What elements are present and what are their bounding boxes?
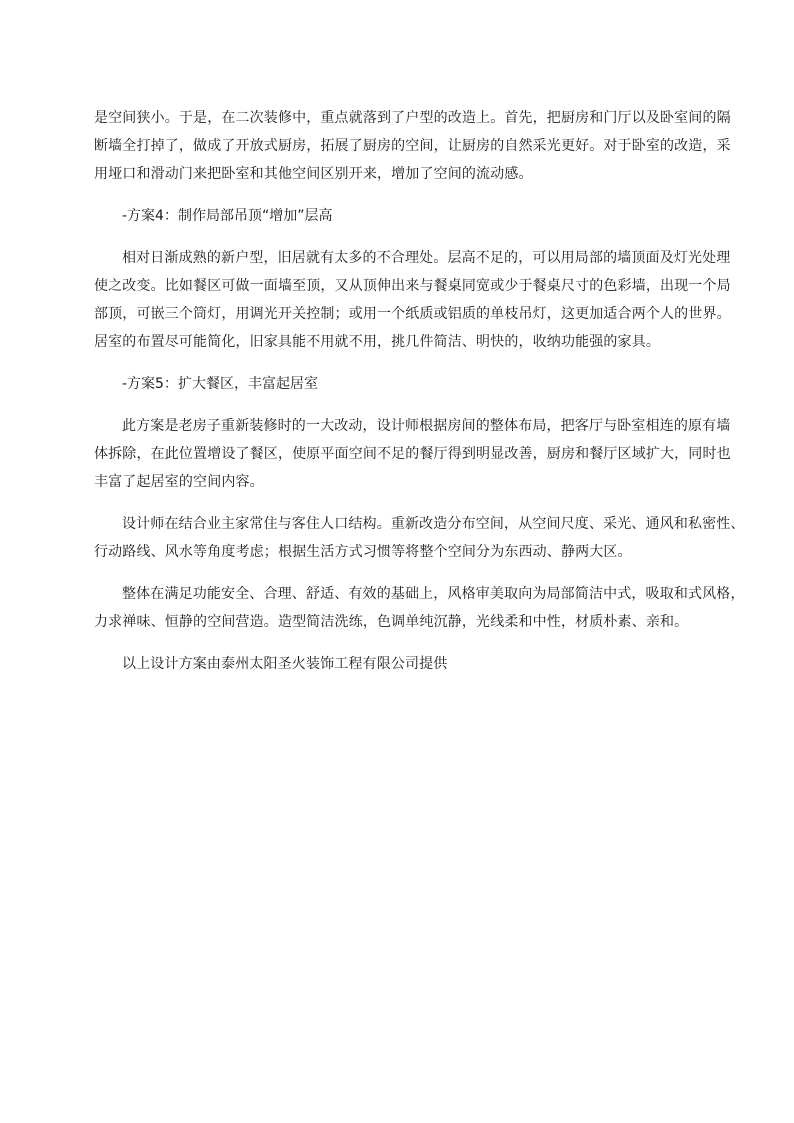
text-line: 使之改变。比如餐区可做一面墙至顶，又从顶伸出来与餐桌同宽或少于餐桌尺寸的色彩墙，出现一个局	[94, 278, 731, 294]
paragraph-space-planning	[94, 510, 745, 566]
text-line: 力求禅味、恒静的空间营造。造型简洁洗练，色调单纯沉静，光线柔和中性，材质朴素、亲和。	[94, 614, 689, 630]
section-heading-plan-4: -方案4：制作局部吊顶“增加”层高	[122, 208, 333, 224]
text-line: 此方案是老房子重新装修时的一大改动，设计师根据房间的整体布局，把客厅与卧室相连的原有墙	[122, 418, 731, 434]
paragraph-gap	[94, 636, 722, 650]
text-line: 居室的布置尽可能简化，旧家具能不用就不用，挑几件简洁、明快的，收纳功能强的家具。	[94, 334, 660, 350]
paragraph-ceiling	[94, 244, 731, 356]
paragraph-style	[94, 580, 745, 636]
text-line: 设计师在结合业主家常住与客住人口结构。重新改造分布空间，从空间尺度、采光、通风和私密性、	[122, 516, 745, 532]
text-line: 体拆除，在此位置增设了餐区，使原平面空间不足的餐厅得到明显改善，厨房和餐厅区域扩大，同时也	[94, 446, 731, 462]
paragraph-dining-area	[94, 412, 731, 496]
paragraph-gap	[94, 398, 722, 412]
paragraph-gap	[94, 496, 722, 510]
paragraph-layout-renovation	[94, 104, 731, 188]
text-line: 相对日渐成熟的新户型，旧居就有太多的不合理处。层高不足的，可以用局部的墙顶面及灯光处理	[122, 250, 731, 266]
text-line: 用垭口和滑动门来把卧室和其他空间区别开来，增加了空间的流动感。	[94, 166, 533, 182]
text-line: 断墙全打掉了，做成了开放式厨房，拓展了厨房的空间，让厨房的自然采光更好。对于卧室的改造，采	[94, 138, 731, 154]
paragraph-credit	[94, 650, 722, 678]
section-heading-plan-5: -方案5：扩大餐区，丰富起居室	[122, 376, 318, 392]
paragraph-gap	[94, 356, 722, 370]
text-line: 整体在满足功能安全、合理、舒适、有效的基础上，风格审美取向为局部简洁中式，吸取和式风格，	[122, 586, 745, 602]
text-line: 是空间狭小。于是，在二次装修中，重点就落到了户型的改造上。首先，把厨房和门厅以及卧室间的隔	[94, 110, 731, 126]
text-line: 部顶，可嵌三个筒灯，用调光开关控制；或用一个纸质或铝质的单枝吊灯，这更加适合两个人的世界。	[94, 306, 731, 322]
text-line: 丰富了起居室的空间内容。	[94, 474, 264, 490]
paragraph-gap	[94, 230, 722, 244]
text-line: 以上设计方案由泰州太阳圣火装饰工程有限公司提供	[122, 656, 448, 672]
text-line: 行动路线、风水等角度考虑；根据生活方式习惯等将整个空间分为东西动、静两大区。	[94, 544, 632, 560]
document-body	[94, 104, 745, 678]
paragraph-gap	[94, 566, 722, 580]
paragraph-gap	[94, 188, 722, 202]
